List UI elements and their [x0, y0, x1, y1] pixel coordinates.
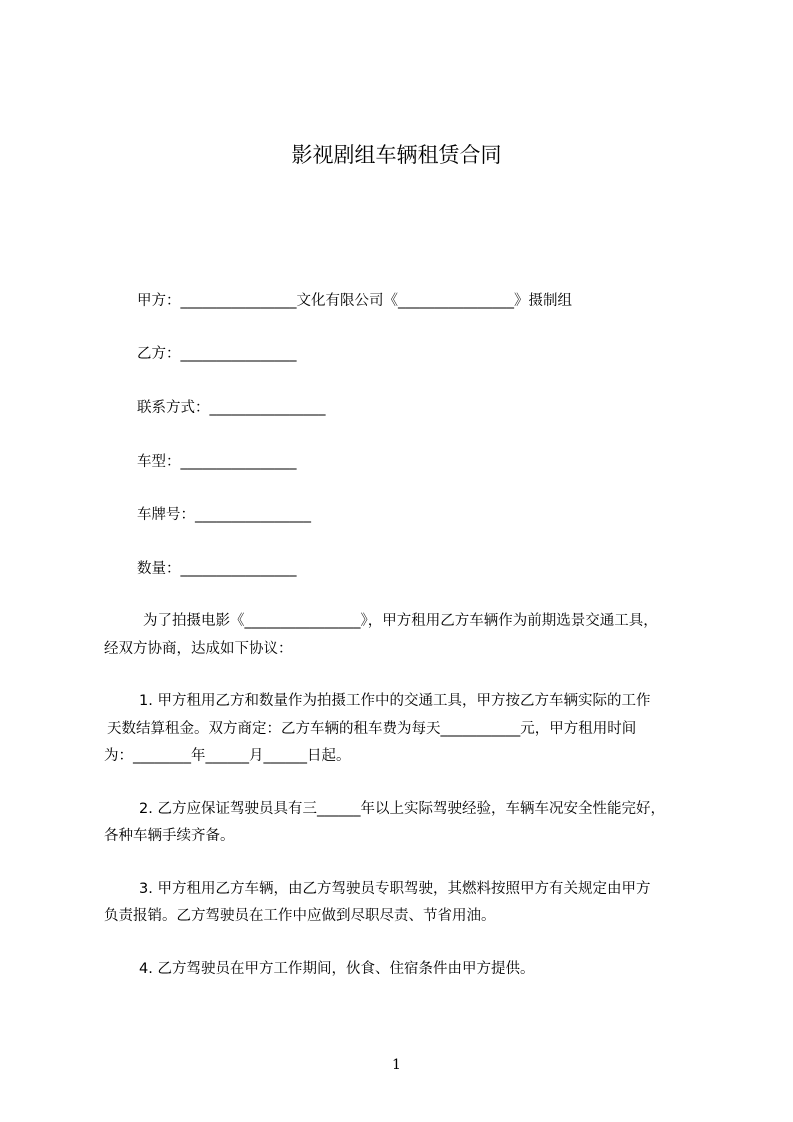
- quantity-line: [137, 558, 297, 580]
- party-a-line: 甲方：________________文化有限公司《________________》摄制组: [137, 293, 572, 309]
- clause3-line-1: 3. 甲方租用乙方车辆，由乙方驾驶员专职驾驶，其燃料按照甲方有关规定由甲方: [139, 881, 651, 897]
- vehicle-model-line: 车型：________________: [137, 454, 297, 470]
- clause4-line-1: 4. 乙方驾驶员在甲方工作期间，伙食、住宿条件由甲方提供。: [139, 961, 535, 977]
- clause2-line-2: 各种车辆手续齐备。: [104, 828, 235, 844]
- clause3-line-2: 负责报销。乙方驾驶员在工作中应做到尽职尽责、节省用油。: [104, 908, 496, 924]
- quantity-label: 数量：: [137, 561, 181, 577]
- party-b-line: 乙方：________________: [137, 346, 297, 362]
- intro-line-1: 为了拍摄电影《________________》，甲方租用乙方车辆作为前期选景交通工具，: [143, 613, 658, 629]
- clause1-line-3: 为：________年______月______日起。: [104, 748, 351, 764]
- intro-line-2: 经双方协商，达成如下协议：: [104, 641, 293, 657]
- clause1-line-1: 1. 甲方租用乙方和数量作为拍摄工作中的交通工具，甲方按乙方车辆实际的工作: [139, 693, 651, 709]
- plate-number-line: 车牌号：________________: [137, 507, 311, 523]
- clause1-line-2: 天数结算租金。双方商定：乙方车辆的租车费为每天___________元，甲方租用时间: [107, 721, 637, 737]
- page-title: 影视剧组车辆租赁合同: [291, 143, 502, 167]
- quantity-blank: ________________: [180, 561, 297, 577]
- page-number: 1: [392, 1057, 401, 1073]
- contact-line: 联系方式：________________: [137, 400, 326, 416]
- clause2-line-1: 2. 乙方应保证驾驶员具有三______年以上实际驾驶经验，车辆车况安全性能完好，: [139, 801, 665, 817]
